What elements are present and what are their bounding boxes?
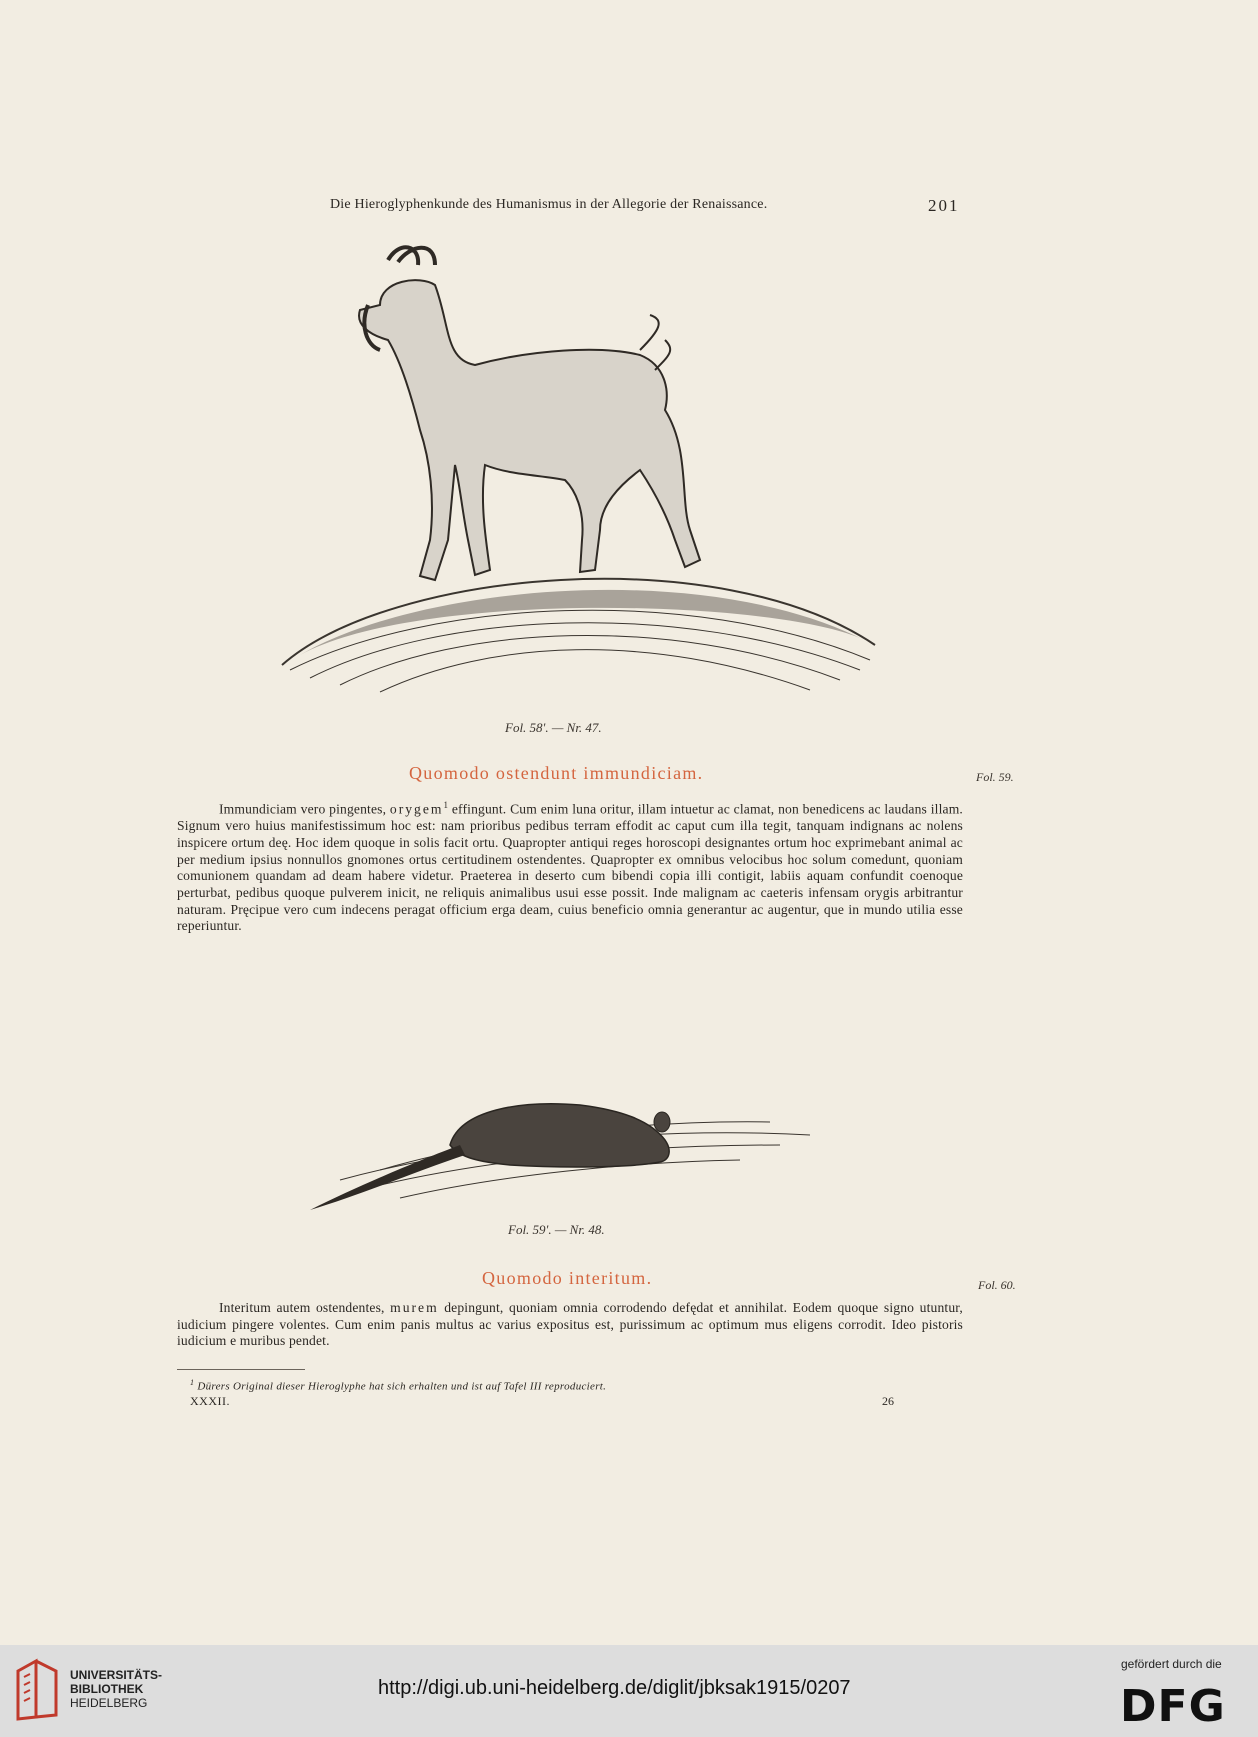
section-title-2: Quomodo interitum. [482, 1268, 653, 1288]
page-number: 201 [928, 196, 960, 215]
figure-caption-1: Fol. 58'. — Nr. 47. [505, 720, 602, 735]
text-run: Interitum autem ostendentes, [219, 1300, 385, 1315]
text-run: Immundiciam vero pingentes, [219, 801, 387, 817]
university-library-logo-icon [14, 1657, 60, 1723]
section-text-1 [177, 797, 963, 935]
sheet-number: 26 [882, 1394, 894, 1408]
fol-reference-2: Fol. 60. [978, 1278, 1016, 1292]
library-name [70, 1668, 162, 1710]
figure-caption-2: Fol. 59'. — Nr. 48. [508, 1222, 605, 1237]
spaced-keyword: murem [390, 1300, 439, 1315]
spaced-keyword: orygem [389, 801, 444, 817]
footnote-text: Dürers Original dieser Hieroglyphe hat sich erhalten und ist auf Tafel III reproduciert. [197, 1380, 607, 1393]
permalink-url[interactable]: http://digi.ub.uni-heidelberg.de/diglit/jbksak1915/0207 [378, 1677, 851, 1699]
volume-signature: XXXII. [190, 1394, 230, 1408]
running-title: Die Hieroglyphenkunde des Humanismus in der Allegorie der Renaissance. [330, 197, 768, 212]
section-title-1: Quomodo ostendunt immundiciam. [409, 763, 704, 783]
fol-reference-1: Fol. 59. [976, 770, 1014, 784]
text-run: depingunt, quoniam omnia corrodendo defędat et annihilat. Eodem quoque signo utuntur, iudicium pingere volentes. Cum enim panis multus ac varius expositus est, purissimum ac optimum mus eligens corrodit. Ideo pistoris iudicium e muribus pendet. [177, 1300, 963, 1349]
footnote-number: 1 [190, 1378, 195, 1387]
library-name-line: UNIVERSITÄTS- [70, 1668, 163, 1682]
text-run: effingunt. Cum enim luna oritur, illam intuetur ac clamat, non benedicens ac laudans illam. Signum vero huius manifestissimum hoc est: nam prioribus pedibus terram effodit ac caput cum illa tegit, tanquam indignans ac nolens inspicere ortum deę. Hoc idem quoque in solis facit ortu. Quapropter antiqui reges horoscopi designantes ortum hoc exprimebant animal ac per medium ipsius nonnullos gnomones ortus certitudinem ostendentes. Quapropter ex omnibus velocibus hoc solum comedunt, quoniam comunionem quandam ad deam habere videtur. Praeterea in deserto cum bibendi copia illi contigit, labiis aquam confundit coenoque perturbat, pedibus quoque pulverem inicit, ne reliquis animalibus usui esse possit. Inde malignam ac caeteris infensam orygis arbitrantur naturam. Pręcipue vero cum indecens peragat officium erga deam, cuius beneficio omnia generantur ac augentur, que in mundo utilia esse reperiuntur. [177, 801, 963, 934]
footnote-divider [177, 1369, 305, 1370]
goat-illustration [270, 240, 890, 700]
mouse-illustration [300, 1050, 820, 1210]
footnote-marker: 1 [443, 800, 449, 810]
library-name-line: HEIDELBERG [70, 1696, 148, 1710]
dfg-logo-icon: DFG [1120, 1681, 1226, 1732]
footnote [190, 1378, 606, 1393]
library-name-line: BIBLIOTHEK [70, 1682, 144, 1696]
section-text-2 [177, 1300, 963, 1350]
funding-note: gefördert durch die [1121, 1657, 1222, 1671]
footer-bar [0, 1645, 1258, 1737]
